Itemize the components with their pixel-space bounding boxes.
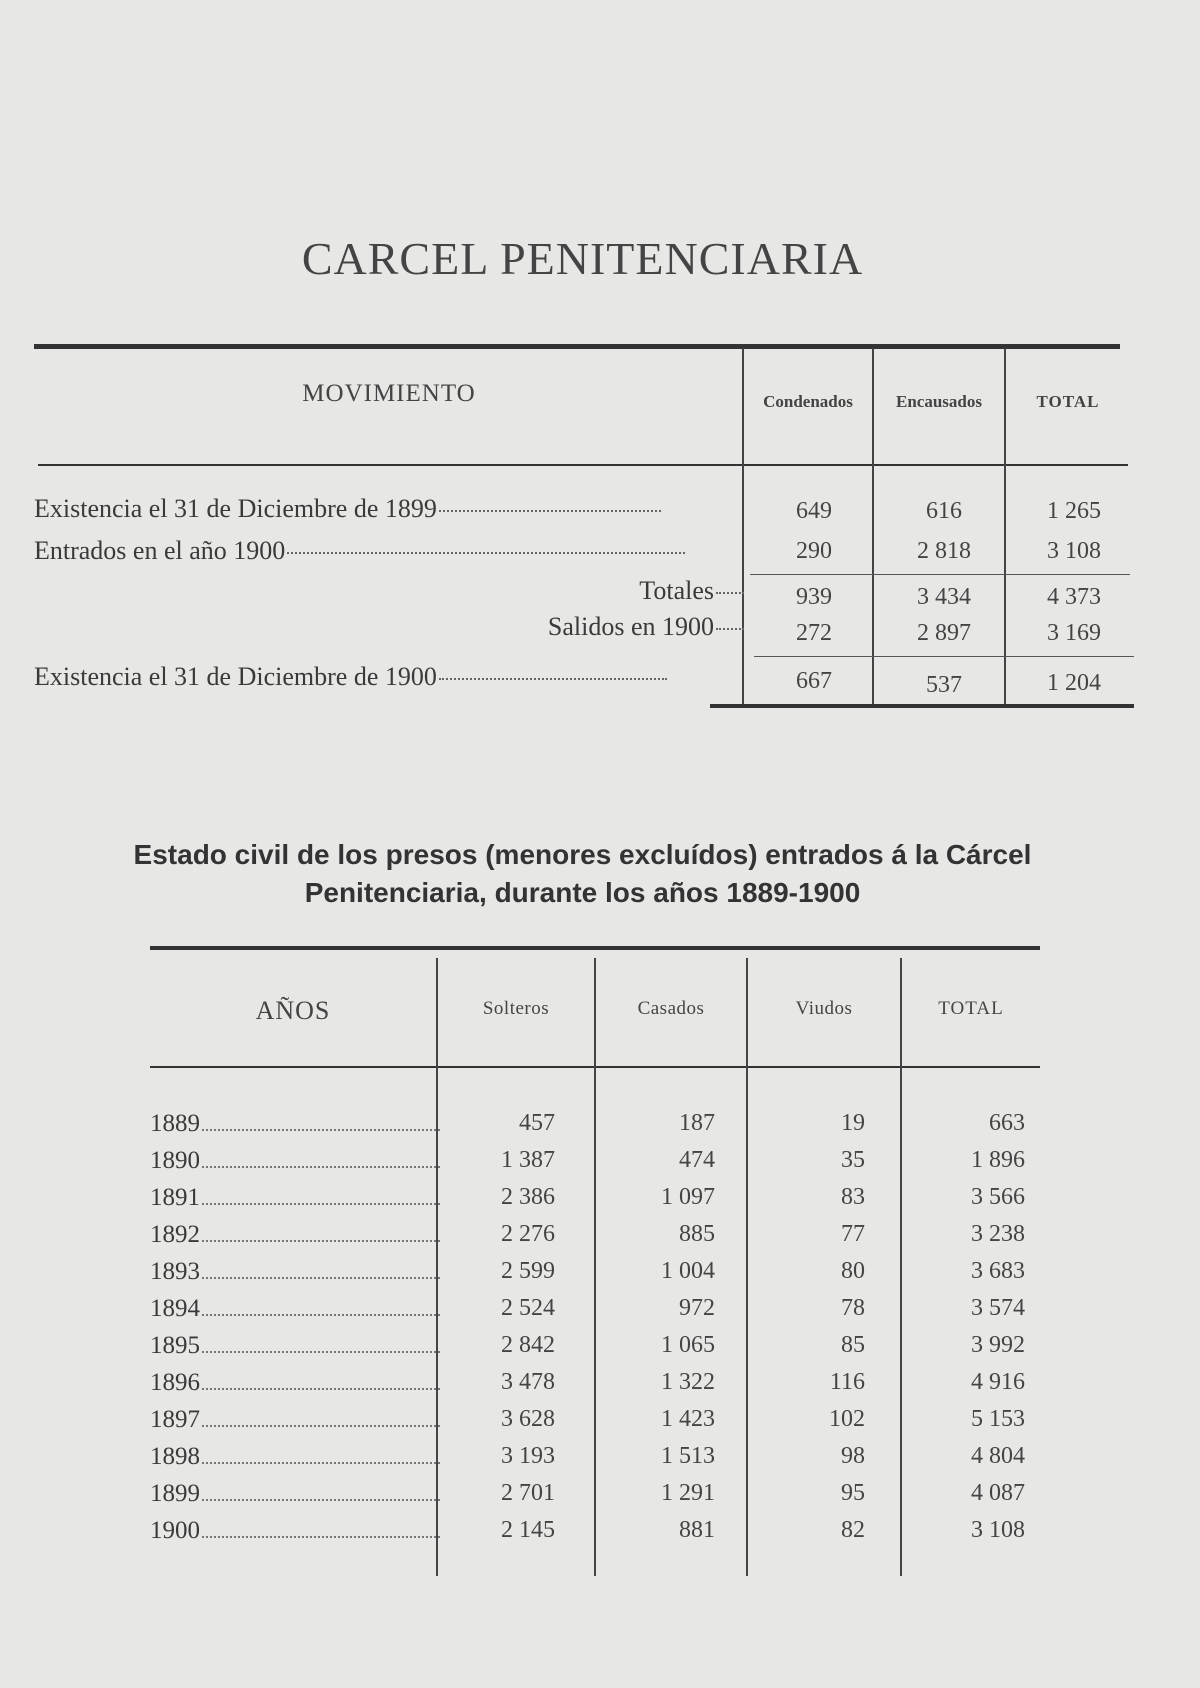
top-rule [150,946,1040,950]
cell-viudos: 102 [829,1406,865,1432]
header-total: TOTAL [938,998,1004,1019]
bottom-rule [710,704,1134,708]
cell-total: 4 916 [971,1369,1025,1395]
table-row [150,1295,1040,1332]
cell-casados: 1 097 [661,1184,715,1210]
column-divider [872,348,874,704]
cell-solteros: 2 145 [501,1517,555,1543]
cell-casados: 885 [679,1221,715,1247]
column-divider [1004,348,1006,704]
table-row [150,1332,1040,1369]
movement-table [34,344,1134,714]
year-cell: 1890 [150,1147,200,1174]
cell-total: 663 [989,1110,1025,1136]
row-label: Existencia el 31 de Diciembre de 1900 [34,662,667,692]
cell-casados: 474 [679,1147,715,1173]
cell-casados: 881 [679,1517,715,1543]
cell-encausados: 616 [926,498,962,524]
row-label: Existencia el 31 de Diciembre de 1899 [34,494,661,524]
cell-total: 1 896 [971,1147,1025,1173]
cell-casados: 187 [679,1110,715,1136]
cell-solteros: 457 [519,1110,555,1136]
subtotal-rule [750,574,1130,575]
cell-solteros: 3 478 [501,1369,555,1395]
cell-viudos: 83 [841,1184,865,1210]
year-cell: 1895 [150,1332,200,1359]
cell-viudos: 82 [841,1517,865,1543]
cell-condenados: 667 [796,668,832,694]
year-cell: 1899 [150,1480,200,1507]
cell-encausados: 2 818 [917,538,971,564]
year-cell: 1891 [150,1184,200,1211]
cell-encausados: 2 897 [917,620,971,646]
cell-total: 3 992 [971,1332,1025,1358]
cell-total: 3 683 [971,1258,1025,1284]
cell-casados: 1 322 [661,1369,715,1395]
cell-casados: 1 004 [661,1258,715,1284]
cell-condenados: 290 [796,538,832,564]
top-rule [34,344,1120,349]
header-viudos: Viudos [795,998,853,1019]
cell-solteros: 2 276 [501,1221,555,1247]
cell-viudos: 85 [841,1332,865,1358]
cell-encausados: 3 434 [917,584,971,610]
cell-viudos: 19 [841,1110,865,1136]
header-movimiento: MOVIMIENTO [302,380,476,407]
cell-total: 3 574 [971,1295,1025,1321]
cell-casados: 1 423 [661,1406,715,1432]
header-total: TOTAL [1036,392,1100,411]
cell-casados: 972 [679,1295,715,1321]
table-row [150,1517,1040,1554]
cell-casados: 1 291 [661,1480,715,1506]
caption-line-1: Estado civil de los presos (menores excluídos) entrados á la Cárcel [133,839,1032,870]
table-row [150,1443,1040,1480]
header-solteros: Solteros [482,998,550,1019]
table-row [150,1258,1040,1295]
row-label: Entrados en el año 1900 [34,536,685,566]
header-anos: AÑOS [255,996,331,1025]
year-cell: 1889 [150,1110,200,1137]
table-row [150,1480,1040,1517]
page-title: CARCEL PENITENCIARIA [301,233,864,284]
year-cell: 1897 [150,1406,200,1433]
cell-solteros: 2 599 [501,1258,555,1284]
row-label-salidos: Salidos en 1900 [548,612,744,642]
cell-solteros: 3 193 [501,1443,555,1469]
table-row [150,1110,1040,1147]
cell-encausados: 537 [926,672,962,698]
cell-viudos: 95 [841,1480,865,1506]
table-row [150,1406,1040,1443]
cell-total: 4 373 [1047,584,1101,610]
subtotal-rule [754,656,1134,657]
year-cell: 1894 [150,1295,200,1322]
cell-solteros: 2 524 [501,1295,555,1321]
cell-total: 3 169 [1047,620,1101,646]
year-cell: 1900 [150,1517,200,1544]
table-row [150,1147,1040,1184]
header-casados: Casados [637,998,705,1019]
row-label-totales: Totales [639,576,744,606]
cell-total: 3 108 [1047,538,1101,564]
table2-caption [0,836,1165,912]
cell-total: 3 566 [971,1184,1025,1210]
cell-solteros: 1 387 [501,1147,555,1173]
cell-total: 1 265 [1047,498,1101,524]
year-cell: 1892 [150,1221,200,1248]
header-encausados: Encausados [896,392,982,411]
cell-total: 3 108 [971,1517,1025,1543]
cell-viudos: 35 [841,1147,865,1173]
cell-total: 4 087 [971,1480,1025,1506]
cell-viudos: 98 [841,1443,865,1469]
cell-solteros: 2 386 [501,1184,555,1210]
cell-total: 3 238 [971,1221,1025,1247]
cell-casados: 1 065 [661,1332,715,1358]
cell-viudos: 77 [841,1221,865,1247]
cell-total: 1 204 [1047,670,1101,696]
header-condenados: Condenados [763,392,853,411]
cell-solteros: 2 701 [501,1480,555,1506]
civil-status-table [150,946,1040,1576]
year-cell: 1893 [150,1258,200,1285]
cell-total: 5 153 [971,1406,1025,1432]
cell-total: 4 804 [971,1443,1025,1469]
year-cell: 1898 [150,1443,200,1470]
cell-condenados: 939 [796,584,832,610]
table-row [150,1221,1040,1258]
year-cell: 1896 [150,1369,200,1396]
cell-condenados: 272 [796,620,832,646]
header-bottom-rule [38,464,1128,466]
cell-viudos: 116 [829,1369,865,1395]
caption-line-2: Penitenciaria, durante los años 1889-1900 [304,877,861,908]
cell-viudos: 80 [841,1258,865,1284]
cell-solteros: 3 628 [501,1406,555,1432]
cell-casados: 1 513 [661,1443,715,1469]
table-row [150,1369,1040,1406]
cell-viudos: 78 [841,1295,865,1321]
table-row [150,1184,1040,1221]
cell-solteros: 2 842 [501,1332,555,1358]
cell-condenados: 649 [796,498,832,524]
